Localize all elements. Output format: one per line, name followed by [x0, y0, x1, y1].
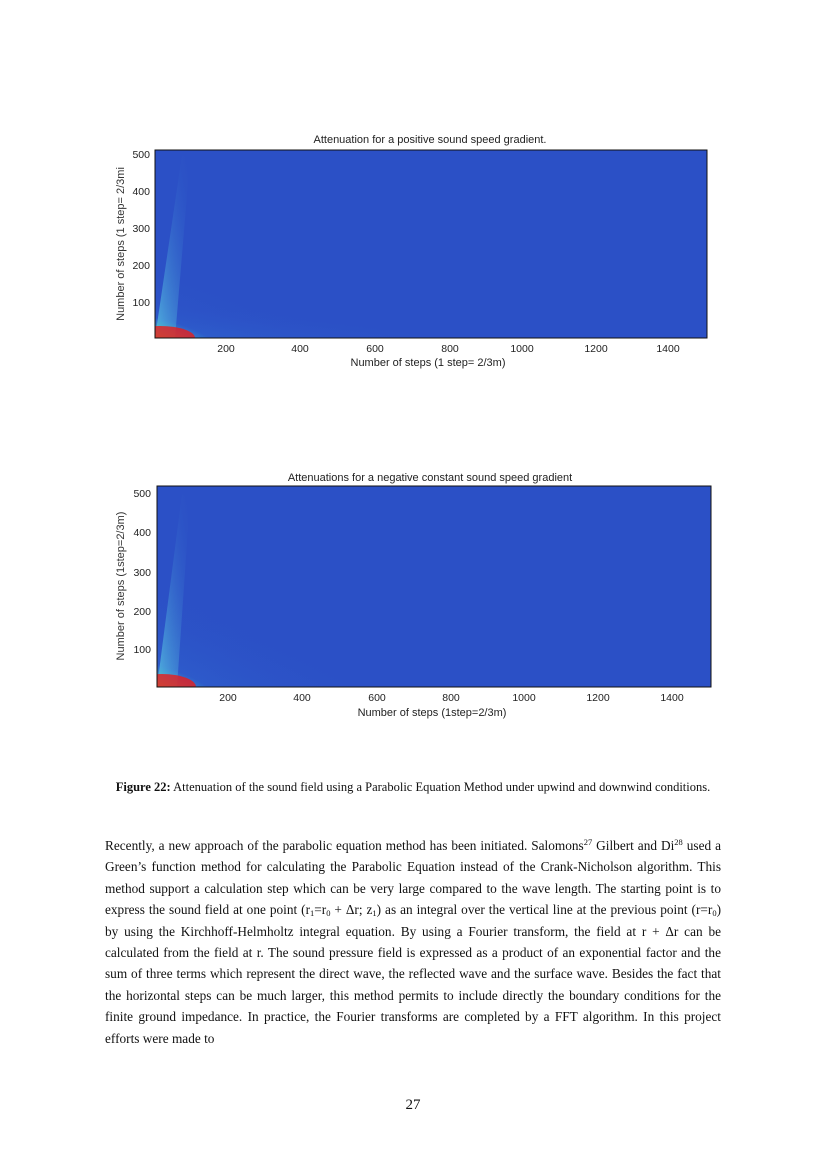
figure-1-xtick: 800 — [441, 343, 459, 355]
heatmap-chart-2 — [0, 466, 826, 731]
figure-1-title: Attenuation for a positive sound speed gradient. — [313, 134, 547, 146]
figure-1-ytick: 200 — [132, 260, 150, 272]
body-text-run: + Δr; z — [330, 902, 373, 918]
figure-2-xtick: 1400 — [660, 692, 684, 704]
heatmap-chart-1 — [0, 120, 826, 380]
figure-1-ytick: 500 — [132, 149, 150, 161]
figure-1-xtick: 200 — [217, 343, 235, 355]
citation-ref: 28 — [674, 837, 683, 847]
figure-1-xtick: 1400 — [656, 343, 680, 355]
figure-2-xtick: 1000 — [512, 692, 536, 704]
page-number: 27 — [405, 1097, 421, 1113]
figure-2-ylabel: Number of steps (1step=2/3m) — [115, 511, 127, 661]
figure-2-ytick: 400 — [133, 527, 151, 539]
figure-2-xtick: 1200 — [586, 692, 610, 704]
figure-2-ytick: 500 — [133, 488, 151, 500]
figure-2-ytick: 300 — [133, 567, 151, 579]
subscript: 0 — [326, 908, 331, 919]
figure-2-xtick: 800 — [442, 692, 460, 704]
figure-caption — [100, 780, 726, 795]
body-text-run: Gilbert and Di — [592, 838, 675, 853]
figure-1-ylabel: Number of steps (1 step= 2/3mi — [115, 167, 127, 321]
figure-1-ytick: 100 — [132, 297, 150, 309]
figure-1 — [0, 120, 826, 380]
figure-2-xticks — [219, 692, 684, 704]
subscript: 1 — [310, 908, 315, 919]
figure-1-xtick: 1200 — [584, 343, 608, 355]
citation-ref: 27 — [583, 837, 593, 847]
figure-2-xtick: 600 — [368, 692, 386, 704]
caption-label: Figure 22: — [115, 780, 171, 794]
body-text-run: Recently, a new approach of the parabolic equation method has been initiated. Salomons — [105, 838, 584, 853]
subscript: 1 — [372, 908, 377, 919]
body-text-run: =r — [314, 902, 327, 918]
figure-1-yticks — [132, 149, 150, 309]
figure-1-ytick: 400 — [132, 186, 150, 198]
caption-text: Attenuation of the sound field using a Parabolic Equation Method under upwind and downwind conditions. — [170, 780, 711, 794]
figure-1-xtick: 400 — [291, 343, 309, 355]
figure-2 — [0, 466, 826, 731]
figure-2-ytick: 100 — [133, 644, 151, 656]
body-paragraph — [105, 835, 721, 1049]
body-text-run: used a Green’s function method for calculating the Parabolic Equation instead of the Crank-Nicholson algorithm. This method support a calculation step which can be very large compared to the wave length. The starting point is to express the sound field at one point (r — [105, 838, 721, 918]
body-text-run: ) by using the Kirchhoff-Helmholtz integral equation. By using a Fourier transform, the field at r + Δr can be calculated from the field at r. The sound pressure field is expressed as a product of an exponential factor and the sum of three terms which represent the direct wave, the reflected wave and the surface wave. Besides the fact that the horizontal steps can be much larger, this method permits to include directly the boundary conditions for the finite ground impedance. In practice, the Fourier transforms are completed by a FFT algorithm. In this project efforts were made to — [105, 902, 722, 1046]
body-text-run: ) as an integral over the vertical line at the previous point (r=r — [376, 902, 713, 918]
subscript: 0 — [712, 908, 717, 919]
figure-2-xtick: 400 — [293, 692, 311, 704]
figure-2-ytick: 200 — [133, 606, 151, 618]
figure-1-xtick: 1000 — [510, 343, 534, 355]
figure-2-xlabel: Number of steps (1step=2/3m) — [357, 707, 507, 719]
figure-1-xticks — [217, 343, 680, 355]
figure-2-title: Attenuations for a negative constant sound speed gradient — [287, 472, 573, 484]
figure-1-ytick: 300 — [132, 223, 150, 235]
figure-1-xlabel: Number of steps (1 step= 2/3m) — [350, 357, 506, 369]
figure-1-xtick: 600 — [366, 343, 384, 355]
figure-2-yticks — [133, 488, 151, 656]
figure-2-xtick: 200 — [219, 692, 237, 704]
